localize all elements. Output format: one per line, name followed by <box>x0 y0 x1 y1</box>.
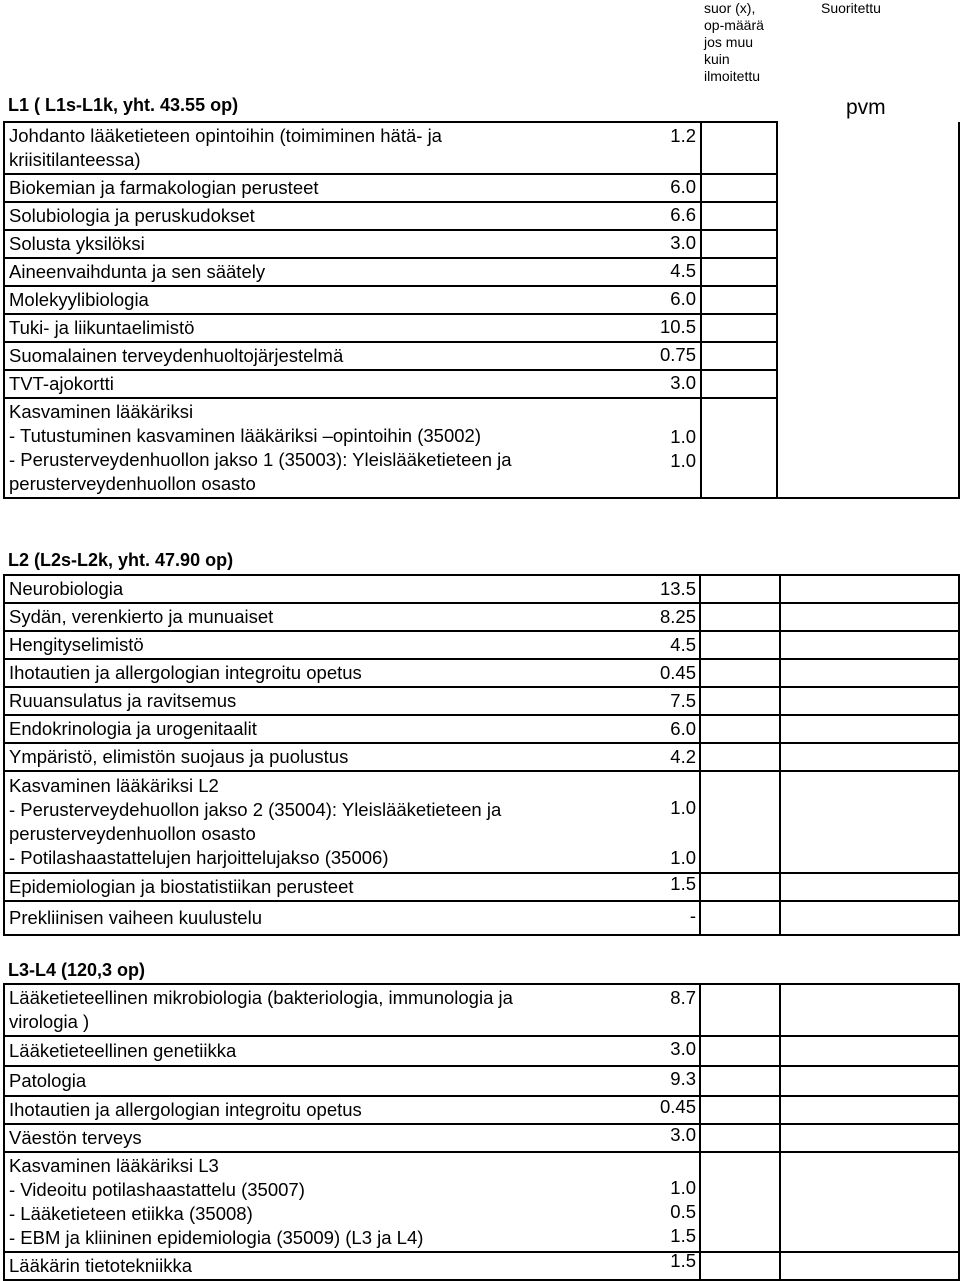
table-row <box>4 687 959 715</box>
suor-cell[interactable] <box>700 901 780 935</box>
course-name: Prekliinisen vaiheen kuulustelu <box>4 901 700 935</box>
course-name: Sydän, verenkierto ja munuaiset <box>4 603 700 631</box>
suor-cell[interactable] <box>700 1096 780 1124</box>
suoritettu-cell[interactable] <box>780 1252 959 1280</box>
suor-cell[interactable] <box>700 771 780 873</box>
course-name: Suomalainen terveydenhuoltojärjestelmä <box>4 342 701 370</box>
course-name: TVT-ajokortti <box>4 370 701 398</box>
course-name-line: - Perusterveydenhuollon jakso 1 (35003): Yleislääketieteen ja <box>9 449 512 470</box>
credit-value: 8.7 <box>670 987 696 1008</box>
course-name-line: Kasvaminen lääkäriksi <box>9 401 194 422</box>
course-name: Hengityselimistö <box>4 631 700 659</box>
suor-cell[interactable] <box>701 230 777 258</box>
suor-cell[interactable] <box>701 286 777 314</box>
credit-value: 9.3 <box>670 1068 696 1089</box>
credit-value: 3.0 <box>670 372 696 393</box>
credit-value: 0.45 <box>659 1096 696 1117</box>
credit-value: 1.0 <box>670 797 696 818</box>
table-row <box>4 873 959 901</box>
credit-value: 4.5 <box>670 634 696 655</box>
suor-cell[interactable] <box>700 1152 780 1252</box>
suoritettu-cell[interactable] <box>777 122 959 498</box>
credit-value: 3.0 <box>670 1124 696 1145</box>
course-name: Solusta yksilöksi <box>4 230 701 258</box>
suoritettu-cell[interactable] <box>780 659 959 687</box>
header-line: ilmoitettu <box>704 68 761 84</box>
course-name <box>4 398 701 498</box>
course-name-line: Johdanto lääketieteen opintoihin (toimiminen hätä- ja <box>9 125 442 146</box>
table-row <box>4 1096 959 1124</box>
suor-cell[interactable] <box>700 659 780 687</box>
column-header-suoritettu: Suoritettu <box>821 0 881 16</box>
credit-value: 6.0 <box>670 718 696 739</box>
suor-cell[interactable] <box>700 631 780 659</box>
table-row <box>4 743 959 771</box>
table-row <box>4 1152 959 1252</box>
suor-cell[interactable] <box>700 1252 780 1280</box>
suoritettu-cell[interactable] <box>780 575 959 603</box>
credit-value: 10.5 <box>659 316 696 337</box>
suoritettu-cell[interactable] <box>780 1036 959 1066</box>
suor-cell[interactable] <box>701 174 777 202</box>
table-row <box>4 575 959 603</box>
credit-value: 0.45 <box>659 662 696 683</box>
course-name-line: - Tutustuminen kasvaminen lääkäriksi –opintoihin (35002) <box>9 425 482 446</box>
suor-cell[interactable] <box>701 342 777 370</box>
header-line: suor (x), <box>704 0 756 16</box>
course-name: Ihotautien ja allergologian integroitu opetus <box>4 659 700 687</box>
credit-value: 1.5 <box>670 1225 696 1246</box>
course-name: Patologia <box>4 1066 700 1096</box>
suor-cell[interactable] <box>700 575 780 603</box>
course-name-line: - Lääketieteen etiikka (35008) <box>9 1203 253 1224</box>
credit-value: 4.2 <box>670 746 696 767</box>
credit-value: 4.5 <box>670 260 696 281</box>
suor-cell[interactable] <box>701 122 777 174</box>
suor-cell[interactable] <box>700 873 780 901</box>
suoritettu-cell[interactable] <box>780 901 959 935</box>
table-row <box>4 771 959 873</box>
table-row <box>4 1036 959 1066</box>
suoritettu-cell[interactable] <box>780 1152 959 1252</box>
credit-value: 1.2 <box>670 125 696 146</box>
credit-value: 7.5 <box>670 690 696 711</box>
course-name: Tuki- ja liikuntaelimistö <box>4 314 701 342</box>
course-name-line: Lääketieteellinen mikrobiologia (bakteriologia, immunologia ja <box>9 987 513 1008</box>
suoritettu-cell[interactable] <box>780 631 959 659</box>
table-row <box>4 901 959 935</box>
credit-value: 0.75 <box>659 344 696 365</box>
course-table-l1 <box>3 121 960 499</box>
suoritettu-cell[interactable] <box>780 1124 959 1152</box>
suoritettu-cell[interactable] <box>780 873 959 901</box>
column-header-suor <box>704 0 764 85</box>
course-table-l3 <box>3 983 960 1281</box>
header-line: op-määrä <box>704 17 764 33</box>
suor-cell[interactable] <box>700 984 780 1036</box>
credit-value: 3.0 <box>670 1038 696 1059</box>
credit-value: 6.6 <box>670 204 696 225</box>
section-title-l1: L1 ( L1s-L1k, yht. 43.55 op) <box>8 95 239 115</box>
suoritettu-cell[interactable] <box>780 687 959 715</box>
course-name-line: - Videoitu potilashaastattelu (35007) <box>9 1179 305 1200</box>
course-name: Ruuansulatus ja ravitsemus <box>4 687 700 715</box>
course-name-line: kriisitilanteessa) <box>9 149 141 170</box>
suor-cell[interactable] <box>701 202 777 230</box>
credit-value: 6.0 <box>670 288 696 309</box>
suor-cell[interactable] <box>700 1124 780 1152</box>
credit-value: 1.0 <box>670 847 696 868</box>
suor-cell[interactable] <box>700 743 780 771</box>
suor-cell[interactable] <box>701 314 777 342</box>
course-name: Biokemian ja farmakologian perusteet <box>4 174 701 202</box>
course-name <box>4 122 701 174</box>
table-row <box>4 1066 959 1096</box>
credit-value: - <box>689 905 696 926</box>
credit-value: 0.5 <box>670 1201 696 1222</box>
table-row <box>4 631 959 659</box>
course-name: Solubiologia ja peruskudokset <box>4 202 701 230</box>
course-name: Ihotautien ja allergologian integroitu opetus <box>4 1096 700 1124</box>
course-name-line: - Perusterveydehuollon jakso 2 (35004): Yleislääketieteen ja <box>9 799 502 820</box>
course-name <box>4 1152 700 1252</box>
course-name-line: perusterveydenhuollon osasto <box>9 823 256 844</box>
column-header-pvm: pvm <box>846 96 886 119</box>
header-line: kuin <box>704 51 730 67</box>
course-name: Endokrinologia ja urogenitaalit <box>4 715 700 743</box>
suoritettu-cell[interactable] <box>780 1096 959 1124</box>
credit-value: 8.25 <box>659 606 696 627</box>
course-name: Molekyylibiologia <box>4 286 701 314</box>
suor-cell[interactable] <box>701 398 777 498</box>
course-table-l2 <box>3 574 960 936</box>
table-row <box>4 984 959 1036</box>
credit-value: 1.0 <box>670 426 696 447</box>
course-name: Lääketieteellinen genetiikka <box>4 1036 700 1066</box>
course-name: Epidemiologian ja biostatistiikan perusteet <box>4 873 700 901</box>
course-name-line: - EBM ja kliininen epidemiologia (35009) (L3 ja L4) <box>9 1227 424 1248</box>
credit-value: 1.5 <box>670 873 696 894</box>
suor-cell[interactable] <box>700 715 780 743</box>
suoritettu-cell[interactable] <box>780 1066 959 1096</box>
header-line: jos muu <box>704 34 754 50</box>
course-name: Ympäristö, elimistön suojaus ja puolustus <box>4 743 700 771</box>
suoritettu-cell[interactable] <box>780 603 959 631</box>
course-name <box>4 771 700 873</box>
course-name-line: - Potilashaastattelujen harjoittelujakso (35006) <box>9 847 389 868</box>
course-name-line: Kasvaminen lääkäriksi L3 <box>9 1155 219 1176</box>
course-name-line: perusterveydenhuollon osasto <box>9 473 256 494</box>
table-row <box>4 1252 959 1280</box>
credit-value: 6.0 <box>670 176 696 197</box>
course-name: Neurobiologia <box>4 575 700 603</box>
course-name: Aineenvaihdunta ja sen säätely <box>4 258 701 286</box>
suor-cell[interactable] <box>701 258 777 286</box>
section-title-l2: L2 (L2s-L2k, yht. 47.90 op) <box>8 550 234 570</box>
table-row <box>4 715 959 743</box>
section-title-l3: L3-L4 (120,3 op) <box>8 960 146 980</box>
table-row <box>4 659 959 687</box>
suor-cell[interactable] <box>700 687 780 715</box>
course-name: Väestön terveys <box>4 1124 700 1152</box>
course-name <box>4 984 700 1036</box>
credit-value: 1.0 <box>670 1177 696 1198</box>
suor-cell[interactable] <box>700 1066 780 1096</box>
suor-cell[interactable] <box>701 370 777 398</box>
course-name-line: Kasvaminen lääkäriksi L2 <box>9 775 219 796</box>
credit-value: 1.0 <box>670 450 696 471</box>
suor-cell[interactable] <box>700 603 780 631</box>
table-row <box>4 122 959 174</box>
credit-value: 1.5 <box>670 1250 696 1271</box>
suor-cell[interactable] <box>700 1036 780 1066</box>
suoritettu-cell[interactable] <box>780 715 959 743</box>
suoritettu-cell[interactable] <box>780 771 959 873</box>
credit-value: 3.0 <box>670 232 696 253</box>
suoritettu-cell[interactable] <box>780 984 959 1036</box>
suoritettu-cell[interactable] <box>780 743 959 771</box>
course-name-line: virologia ) <box>9 1011 90 1032</box>
course-name: Lääkärin tietotekniikka <box>4 1252 700 1280</box>
table-row <box>4 603 959 631</box>
table-row <box>4 1124 959 1152</box>
credit-value: 13.5 <box>659 578 696 599</box>
